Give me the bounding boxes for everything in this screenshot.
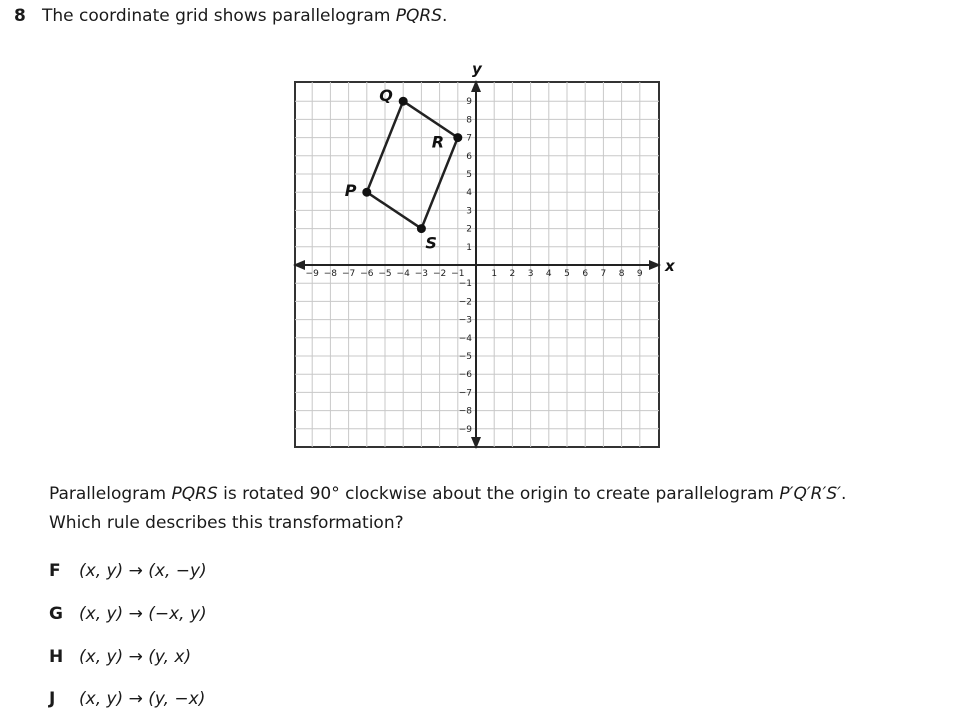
y-tick-label: −9: [458, 424, 472, 435]
y-tick-label: 1: [466, 242, 472, 253]
choice-j[interactable]: [49, 689, 205, 709]
choice-g[interactable]: [49, 604, 207, 624]
y-tick-label: 5: [466, 170, 472, 180]
x-tick-label: −8: [323, 269, 338, 279]
y-tick-label: −2: [458, 297, 472, 308]
vertex-label-q: Q: [379, 86, 393, 106]
y-tick-label: −6: [458, 370, 472, 381]
y-tick-label: −1: [458, 279, 472, 290]
vertex-p: [362, 188, 371, 197]
y-tick-label: −4: [458, 333, 472, 344]
y-axis-label: y: [472, 60, 482, 78]
x-tick-label: −9: [305, 269, 319, 279]
question-stem: [49, 480, 846, 538]
x-tick-label: 4: [545, 269, 552, 279]
stem-line-2: Which rule describes this transformation?: [49, 513, 404, 533]
x-axis-label: x: [665, 257, 675, 275]
y-tick-label: 7: [466, 133, 472, 144]
choice-rule: (x, y) → (y, x): [79, 647, 192, 667]
y-tick-label: 8: [466, 115, 472, 126]
x-tick-label: −5: [378, 269, 392, 279]
vertex-label-p: P: [344, 181, 357, 201]
question-title-end: .: [442, 6, 448, 26]
x-tick-label: −4: [396, 269, 410, 279]
y-tick-label: −7: [458, 388, 472, 399]
x-tick-label: 3: [527, 269, 534, 279]
vertex-r: [453, 133, 462, 142]
x-tick-label: −7: [341, 269, 356, 279]
x-tick-label: −2: [432, 269, 447, 279]
stem-text-b: is rotated 90° clockwise about the origin to create parallelogram: [217, 484, 780, 504]
y-tick-label: 9: [466, 97, 472, 108]
question-title-shape: PQRS: [395, 6, 443, 26]
x-tick-label: 1: [491, 269, 498, 279]
x-tick-label: 5: [564, 269, 570, 279]
choice-letter: J: [49, 689, 56, 709]
y-tick-label: 3: [466, 206, 472, 217]
x-tick-label: −6: [360, 269, 374, 279]
choice-rule: (x, y) → (−x, y): [79, 604, 207, 624]
vertex-label-r: R: [431, 132, 445, 152]
choice-rule: (x, y) → (y, −x): [79, 689, 206, 709]
x-tick-label: 7: [600, 269, 607, 279]
choice-h[interactable]: [49, 647, 191, 667]
y-tick-label: 2: [466, 224, 472, 235]
x-tick-label: 2: [509, 269, 516, 279]
choice-letter: G: [49, 604, 63, 624]
y-tick-label: −8: [458, 406, 472, 417]
choice-rule: (x, y) → (x, −y): [79, 561, 207, 581]
stem-line-1: [49, 480, 846, 509]
choice-letter: H: [49, 647, 64, 667]
y-tick-label: −5: [458, 352, 472, 362]
y-tick-label: −3: [458, 315, 472, 326]
stem-text-a: Parallelogram: [49, 484, 172, 504]
stem-shape: PQRS: [171, 484, 218, 504]
x-tick-label: −3: [414, 269, 429, 279]
question-title-text: The coordinate grid shows parallelogram: [42, 6, 396, 26]
x-tick-label: −1: [451, 269, 465, 279]
vertex-q: [399, 97, 408, 106]
choice-letter: F: [49, 561, 61, 581]
vertex-s: [417, 224, 426, 233]
x-tick-label: 6: [582, 269, 589, 279]
x-tick-label: 9: [636, 269, 643, 279]
vertex-label-s: S: [425, 233, 437, 253]
x-tick-label: 8: [618, 269, 625, 279]
y-tick-label: 4: [466, 188, 472, 199]
stem-text-end: .: [841, 484, 847, 504]
choice-f[interactable]: [49, 561, 207, 581]
stem-image-shape: P′Q′R′S′: [779, 484, 842, 504]
question-number: 8: [14, 6, 26, 26]
y-tick-label: 6: [466, 151, 472, 162]
